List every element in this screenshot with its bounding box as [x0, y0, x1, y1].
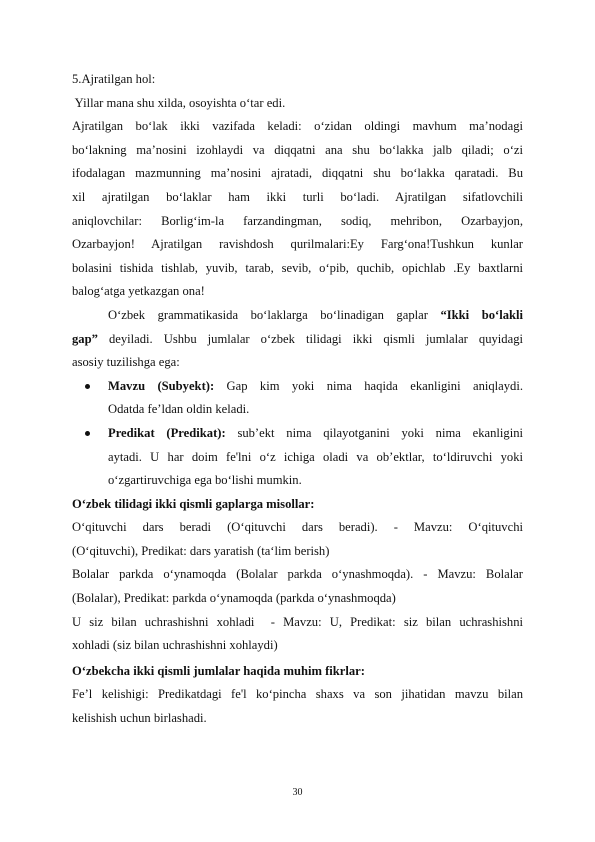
paragraph-ikki-bolakli — [72, 304, 523, 375]
text-line: Ajratilgan bo‘lak ikki vazifada keladi: o‘zidan oldingi mavhum ma’nodagi — [72, 119, 523, 134]
text-line: xohladi (siz bilan uchrashishni xohlaydi) — [72, 638, 278, 653]
text-line: Fe’l kelishigi: Predikatdagi fe'l ko‘pincha shaxs va son jihatidan mavzu bilan — [72, 687, 523, 702]
text-line: aniqlovchilar: Borlig‘im-la farzandingman, sodiq, mehribon, Ozarbayjon, — [72, 213, 523, 228]
section-title: 5.Ajratilgan hol: — [72, 72, 156, 86]
bold-term: Predikat (Predikat): — [108, 425, 226, 440]
text-span: deyiladi. Ushbu jumlalar o‘zbek tilidagi ikki qismli jumlalar quyidagi — [97, 331, 523, 346]
bullet-item-predikat — [72, 422, 523, 493]
bold-term: “Ikki bo‘lakli — [440, 307, 523, 322]
text-line: Ozarbayjon! Ajratilgan ravishdosh qurilmalari:Ey Farg‘ona!Tushkun kunlar — [72, 237, 523, 252]
example-sentence: Yillar mana shu xilda, osoyishta o‘tar edi. — [72, 95, 286, 110]
text-line: xil ajratilgan bo‘laklar ham ikki turli bo‘ladi. Ajratilgan sifatlovchili — [72, 189, 523, 204]
heading-misollar: O‘zbek tilidagi ikki qismli gaplarga misollar: — [72, 496, 315, 511]
paragraph-ajratilgan — [72, 115, 523, 304]
text-span: Gap kim yoki nima haqida ekanligini aniqlaydi. — [214, 378, 523, 393]
text-line — [108, 422, 523, 446]
example-3 — [72, 611, 523, 658]
bold-term: gap” — [72, 331, 98, 346]
text-line: U siz bilan uchrashishni xohladi - Mavzu: U, Predikat: siz bilan uchrashishni — [72, 614, 523, 629]
bold-term: Mavzu (Subyekt): — [108, 378, 215, 393]
text-line: balog‘atga yetkazgan ona! — [72, 284, 205, 299]
text-line: O‘qituvchi dars beradi (O‘qituvchi dars beradi). - Mavzu: O‘qituvchi — [72, 520, 523, 535]
text-line — [72, 328, 523, 352]
heading-muhim-fikrlar: O‘zbekcha ikki qismli jumlalar haqida muhim fikrlar: — [72, 663, 365, 678]
example-1 — [72, 516, 523, 563]
text-line: bo‘lakning ma’nosini izohlaydi va diqqatni ana shu bo‘lakka jalb qiladi; o‘zi — [72, 142, 523, 157]
text-line: ifodalagan mazmunning ma’nosini ajratadi, diqqatni shu bo‘lakka qaratadi. Bu — [72, 166, 523, 181]
text-span: O‘zbek grammatikasida bo‘laklarga bo‘linadigan gaplar — [108, 307, 441, 322]
example-2 — [72, 563, 523, 610]
page-body — [72, 68, 523, 731]
paragraph-fel-kelishigi — [72, 683, 523, 730]
bullet-icon — [85, 384, 90, 389]
text-line: bolasini tishida tishlab, yuvib, tarab, sevib, o‘pib, quchib, opichlab .Ey baxtlarni — [72, 260, 523, 275]
text-line: (O‘qituvchi), Predikat: dars yaratish (ta‘lim berish) — [72, 543, 330, 558]
text-line: Bolalar parkda o‘ynamoqda (Bolalar parkda o‘ynashmoqda). - Mavzu: Bolalar — [72, 567, 523, 582]
text-line: kelishish uchun birlashadi. — [72, 711, 207, 726]
text-line — [108, 375, 523, 399]
text-line — [72, 304, 523, 328]
text-line: o‘zgartiruvchiga ega bo‘lishi mumkin. — [108, 473, 302, 488]
text-line: (Bolalar), Predikat: parkda o‘ynamoqda (parkda o‘ynashmoqda) — [72, 591, 396, 606]
text-span: sub’ekt nima qilayotganini yoki nima ekanligini — [225, 425, 523, 440]
page-number: 30 — [292, 787, 303, 798]
bullet-icon — [85, 431, 90, 436]
text-line: aytadi. U har doim fe'lni o‘z ichiga oladi va ob’ektlar, to‘ldiruvchi yoki — [108, 449, 523, 464]
text-line: asosiy tuzilishga ega: — [72, 355, 180, 370]
text-line: Odatda fe’ldan oldin keladi. — [108, 402, 250, 417]
bullet-item-mavzu — [72, 375, 523, 422]
